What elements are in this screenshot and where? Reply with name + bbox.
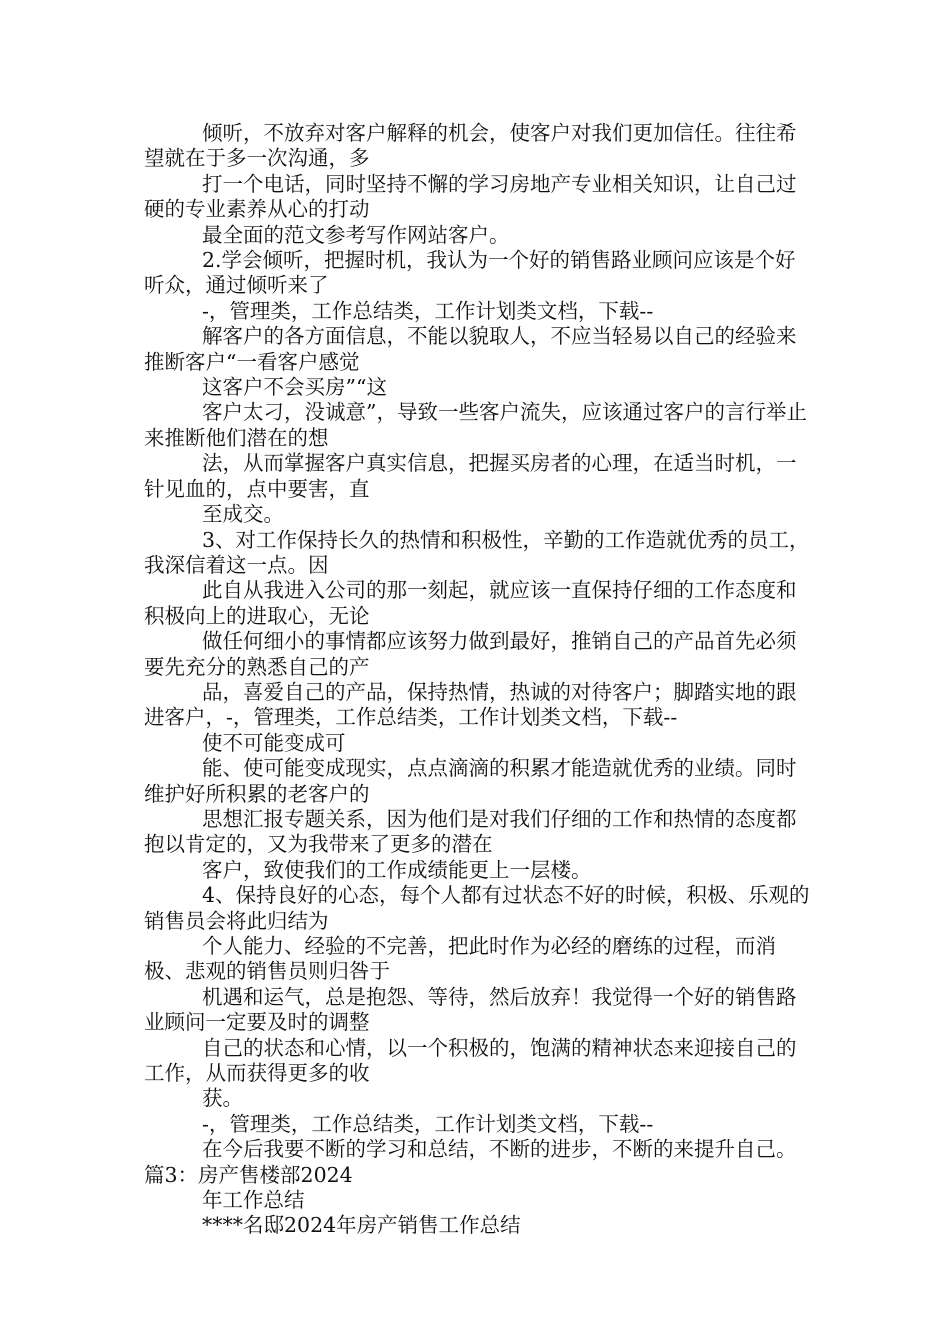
paragraph: -，管理类，工作总结类，工作计划类文档，下载-- (202, 1111, 654, 1136)
paragraph: 机遇和运气，总是抱怨、等待，然后放弃！我觉得一个好的销售路业顾问一定要及时的调整 (144, 984, 797, 1035)
paragraph: 此自从我进入公司的那一刻起，就应该一直保持仔细的工作态度和积极向上的进取心，无论 (144, 578, 797, 628)
paragraph: 最全面的范文参考写作网站客户。 (202, 222, 510, 247)
paragraph: 倾听，不放弃对客户解释的机会，使客户对我们更加信任。往往希望就在于多一次沟通，多 (144, 121, 797, 171)
paragraph: 自己的状态和心情，以一个积极的，饱满的精神状态来迎接自己的工作，从而获得更多的收 (144, 1035, 797, 1086)
paragraph: 获。 (202, 1086, 243, 1111)
paragraph: 客户，致使我们的工作成绩能更上一层楼。 (202, 857, 592, 882)
paragraph: 品，喜爱自己的产品，保持热情，热诚的对待客户；脚踏实地的跟进客户，-，管理类，工作总结类，工作计划类文档，下载-- (144, 679, 797, 730)
paragraph: 2.学会倾听，把握时机，我认为一个好的销售路业顾问应该是个好听众，通过倾听来了 (144, 248, 796, 298)
paragraph: 做任何细小的事情都应该努力做到最好，推销自己的产品首先必须要先充分的熟悉自己的产 (144, 629, 797, 679)
paragraph: 打一个电话，同时坚持不懈的学习房地产专业相关知识，让自己过硬的专业素养从心的打动 (144, 171, 797, 222)
paragraph: 使不可能变成可 (202, 730, 346, 755)
paragraph: -，管理类，工作总结类，工作计划类文档，下载-- (202, 298, 654, 323)
paragraph: 解客户的各方面信息，不能以貌取人，不应当轻易以自己的经验来推断客户“一看客户感觉 (144, 324, 797, 374)
document-body (144, 121, 812, 1239)
paragraph: ****名邸2024年房产销售工作总结 (202, 1213, 521, 1238)
paragraph: 在今后我要不断的学习和总结，不断的进步，不断的来提升自己。篇3：房产售楼部2024 (144, 1137, 797, 1187)
paragraph: 思想汇报专题关系，因为他们是对我们仔细的工作和热情的态度都抱以肯定的，又为我带来了更多的潜在 (144, 806, 797, 857)
paragraph: 个人能力、经验的不完善，把此时作为必经的磨练的过程，而消极、悲观的销售员则归咎于 (144, 934, 776, 984)
paragraph: 这客户不会买房”“这 (202, 375, 387, 400)
paragraph: 客户太刁，没诚意”，导致一些客户流失，应该通过客户的言行举止来推断他们潜在的想 (144, 400, 807, 450)
paragraph: 3、对工作保持长久的热情和积极性，辛勤的工作造就优秀的员工，我深信着这一点。因 (144, 527, 810, 577)
paragraph: 至成交。 (202, 502, 284, 527)
paragraph: 法，从而掌握客户真实信息，把握买房者的心理，在适当时机，一针见血的，点中要害，直 (144, 451, 797, 501)
paragraph: 能、使可能变成现实，点点滴滴的积累才能造就优秀的业绩。同时维护好所积累的老客户的 (144, 756, 797, 806)
paragraph: 年工作总结 (202, 1188, 305, 1213)
paragraph: 4、保持良好的心态，每个人都有过状态不好的时候，积极、乐观的销售员会将此归结为 (144, 883, 810, 933)
